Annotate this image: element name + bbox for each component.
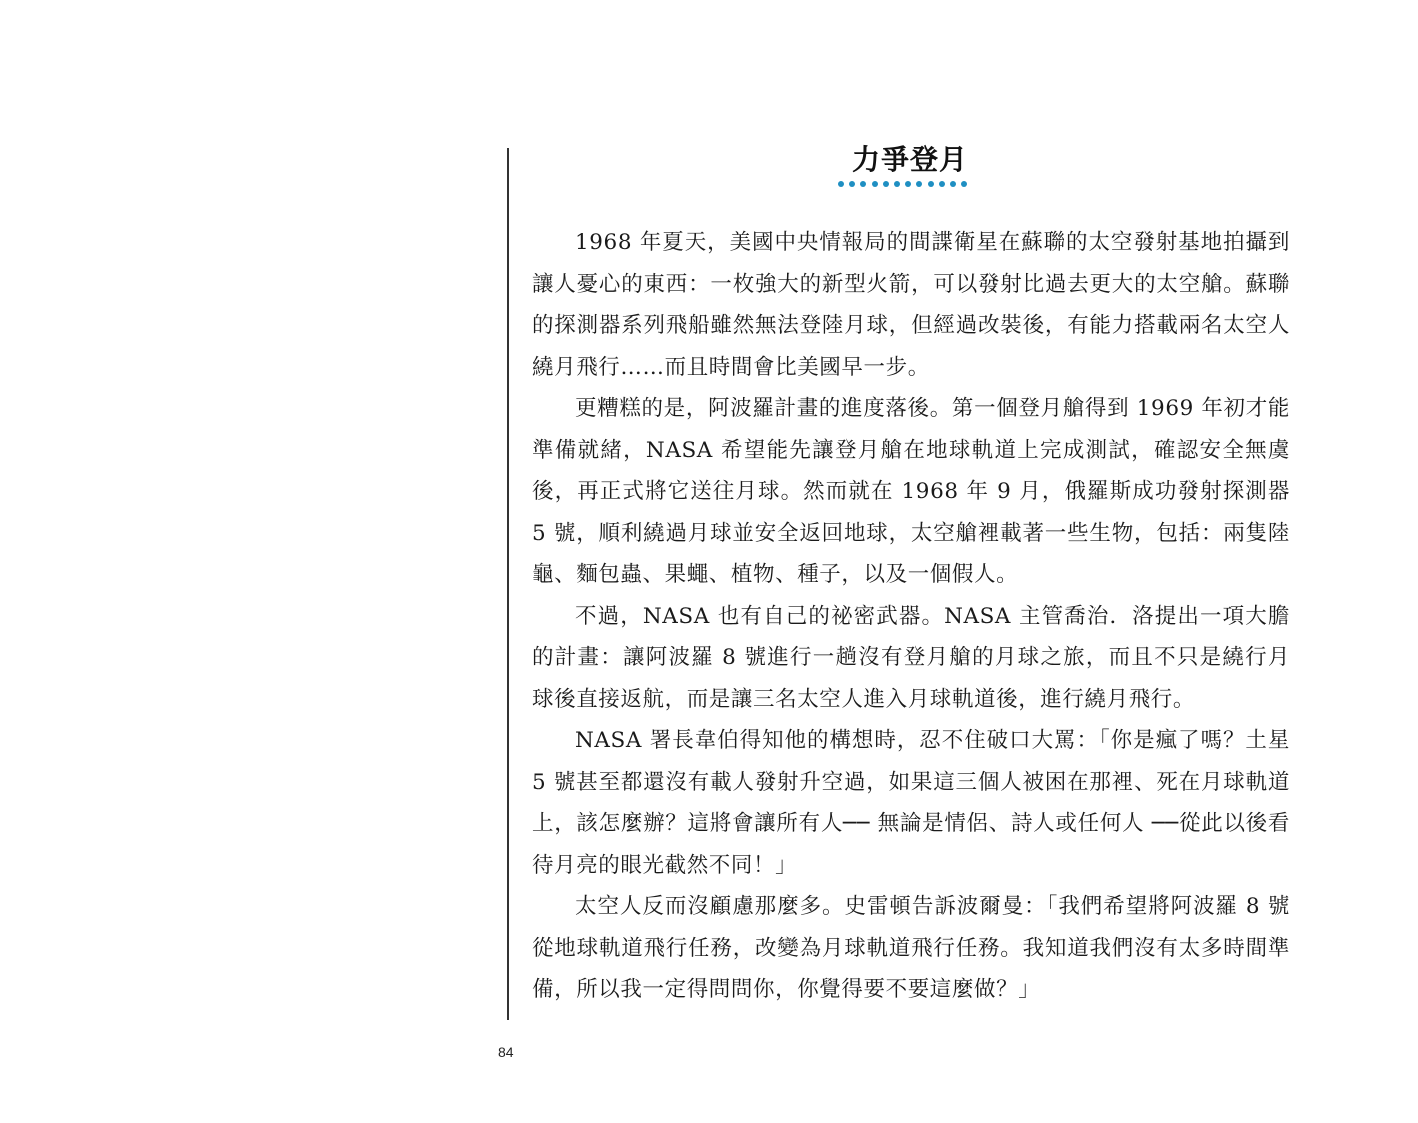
divider-dot xyxy=(961,181,967,187)
divider-dot xyxy=(916,181,922,187)
divider-dot xyxy=(928,181,934,187)
divider-dot xyxy=(849,181,855,187)
divider-dot xyxy=(905,181,911,187)
page-number: 84 xyxy=(498,1044,514,1060)
paragraph: NASA 署長韋伯得知他的構想時，忍不住破口大罵：「你是瘋了嗎？土星 5 號甚至都還沒有載人發射升空過，如果這三個人被困在那裡、死在月球軌道上，該怎麼辦？這將會讓所有人── 無論是情侶、詩人或任何人 ──從此以後看待月亮的眼光截然不同！」 xyxy=(532,728,1290,878)
paragraph: 更糟糕的是，阿波羅計畫的進度落後。第一個登月艙得到 1969 年初才能準備就緒，NASA 希望能先讓登月艙在地球軌道上完成測試，確認安全無虞後，再正式將它送往月球。然而就在 1968 年 9 月，俄羅斯成功發射探測器 5 號，順利繞過月球並安全返回地球，太空艙裡載著一些生物，包括：兩隻陸龜、麵包蟲、果蠅、植物、種子，以及一個假人。 xyxy=(532,396,1290,587)
title-dots-divider xyxy=(838,181,967,187)
paragraph: 1968 年夏天，美國中央情報局的間諜衛星在蘇聯的太空發射基地拍攝到讓人憂心的東西：一枚強大的新型火箭，可以發射比過去更大的太空艙。蘇聯的探測器系列飛船雖然無法登陸月球，但經過改裝後，有能力搭載兩名太空人繞月飛行……而且時間會比美國早一步。 xyxy=(532,230,1290,380)
divider-dot xyxy=(950,181,956,187)
divider-dot xyxy=(872,181,878,187)
paragraph: 不過，NASA 也有自己的祕密武器。NASA 主管喬治．洛提出一項大膽的計畫：讓阿波羅 8 號進行一趟沒有登月艙的月球之旅，而且不只是繞行月球後直接返航，而是讓三名太空人進入月球軌道後，進行繞月飛行。 xyxy=(532,603,1290,712)
divider-dot xyxy=(860,181,866,187)
divider-dot xyxy=(838,181,844,187)
margin-rule xyxy=(507,148,509,1020)
divider-dot xyxy=(939,181,945,187)
paragraph: 太空人反而沒顧慮那麼多。史雷頓告訴波爾曼：「我們希望將阿波羅 8 號從地球軌道飛行任務，改變為月球軌道飛行任務。我知道我們沒有太多時間準備，所以我一定得問問你，你覺得要不要這麼做？」 xyxy=(532,894,1290,1002)
divider-dot xyxy=(883,181,889,187)
body-text xyxy=(532,222,1290,1011)
chapter-title: 力爭登月 xyxy=(851,143,968,176)
divider-dot xyxy=(894,181,900,187)
